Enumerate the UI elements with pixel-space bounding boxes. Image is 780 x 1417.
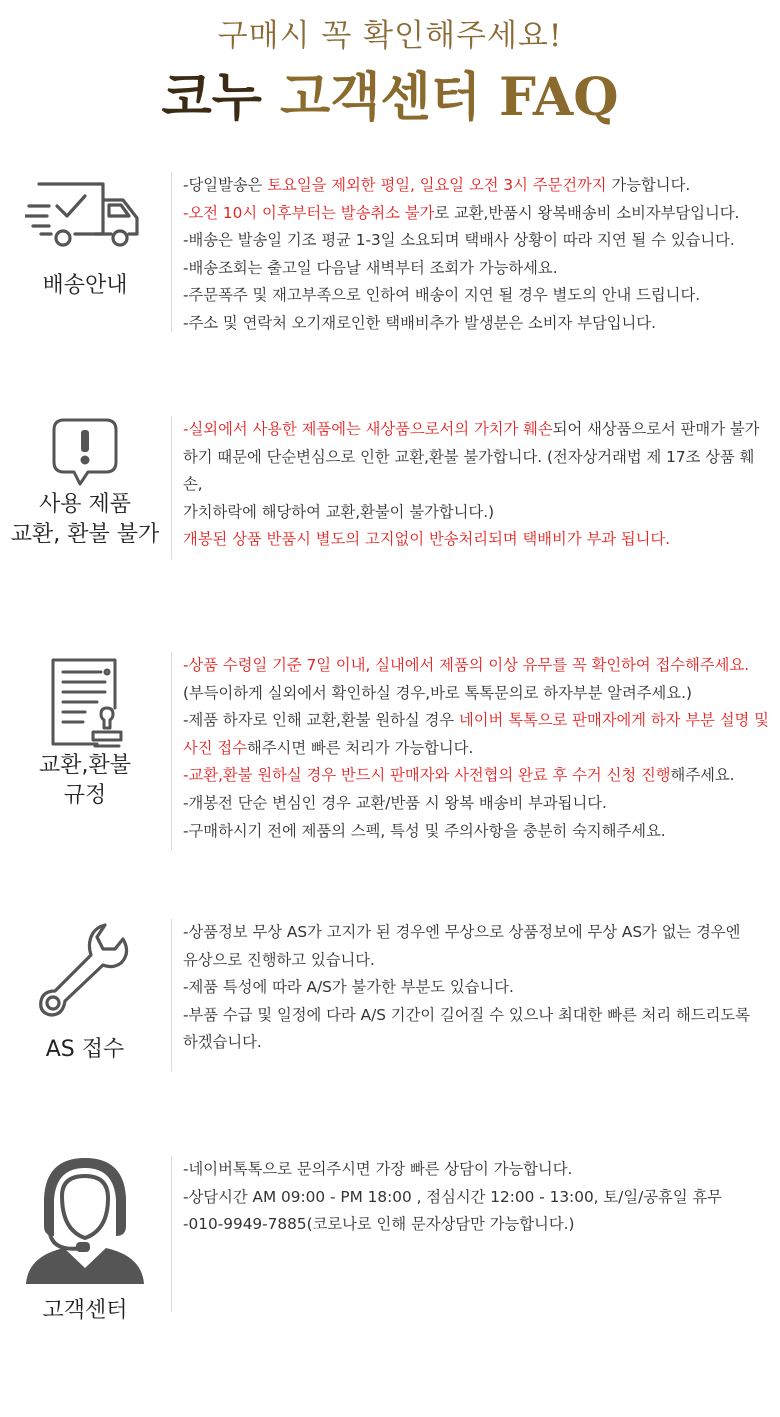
info-line [183,790,773,818]
info-line [183,282,773,310]
body-text: 하겠습니다. [183,1033,262,1052]
info-line [183,762,773,790]
headset-agent-icon [20,1156,150,1288]
info-line [183,1211,773,1239]
body-text: -부품 수급 및 일정에 다라 A/S 기간이 길어질 수 있으나 최대한 빠른 처리 해드리도록 [183,1005,750,1024]
section-text [183,652,773,845]
info-line [183,1184,773,1212]
info-line [183,652,773,680]
info-line [183,919,773,947]
info-line [183,680,773,708]
page-title [0,55,780,130]
info-line [183,1029,773,1057]
highlight-text: -오전 10시 이후부터는 발송취소 불가 [183,203,435,222]
info-line [183,227,773,255]
body-text: 로 교환,반품시 왕복배송비 소비자부담입니다. [434,203,740,222]
body-text: -상담시간 AM 09:00 - PM 18:00 , 점심시간 12:00 - 13:00, 토/일/공휴일 휴무 [183,1187,723,1206]
body-text: -당일발송은 [183,176,268,194]
body-text: 하기 때문에 단순변심으로 인한 교환,환불 불가합니다. (전자상거래법 제 17조 상품 훼손, [183,447,755,494]
body-text: -배송조회는 출고일 다음날 새벽부터 조회가 가능하세요. [183,258,558,277]
body-text: -상품정보 무상 AS가 고지가 된 경우엔 무상으로 상품정보에 무상 AS가 없는 경우엔 [183,923,741,941]
section-caption: 사용 제품 교환, 환불 불가 [10,492,160,547]
section-caption: 배송안내 [42,273,128,298]
body-text: -주소 및 연락처 오기재로인한 택배비추가 발생분은 소비자 부담입니다. [183,313,656,332]
info-line [183,499,773,527]
body-text: -개봉전 단순 변심인 경우 교환/반품 시 왕복 배송비 부과됩니다. [183,793,607,812]
section-text [183,172,773,338]
brand-name: 코누 [161,67,262,128]
divider [171,919,172,1071]
divider [171,652,172,850]
section-caption: AS 접수 [45,1037,125,1062]
info-line [183,416,773,444]
info-line [183,1002,773,1030]
body-text: -주문폭주 및 재고부족으로 인하여 배송이 지연 될 경우 별도의 안내 드립니다. [183,286,701,305]
section-caption: 교환,환불 규정 [38,753,131,808]
divider [171,416,172,559]
info-line [183,818,773,846]
section-text [183,416,773,554]
body-text: 유상으로 진행하고 있습니다. [183,950,375,969]
document-stamp-icon [45,656,125,751]
info-line [183,1156,773,1184]
info-line [183,310,773,338]
info-line [183,444,773,499]
body-text: -네이버톡톡으로 문의주시면 가장 빠른 상담이 가능합니다. [183,1160,573,1178]
highlight-text: -교환,환불 원하실 경우 반드시 판매자와 사전협의 완료 후 수거 신청 진행 [183,766,671,785]
highlight-text: -상품 수령일 기준 7일 이내, 실내에서 제품의 이상 유무를 꼭 확인하여 접수해주세요. [183,656,750,674]
highlight-text: 네이버 톡톡으로 판매자에게 하자 부분 설명 및 [459,711,769,730]
body-text: -구매하시기 전에 제품의 스펙, 특성 및 주의사항을 충분히 숙지해주세요. [183,821,666,840]
title-rest: 고객센터 FAQ [261,67,619,128]
delivery-truck-icon [25,172,145,257]
info-line [183,526,773,554]
highlight-text: 토요일을 제외한 평일, 일요일 오전 3시 주문건까지 [267,176,607,194]
info-line [183,974,773,1002]
body-text: -010-9949-7885(코로나로 인해 문자상담만 가능합니다.) [183,1215,575,1234]
body-text: 가치하락에 해당하여 교환,환불이 불가합니다.) [183,502,495,521]
info-line [183,707,773,735]
wrench-icon [35,919,135,1023]
info-line [183,172,773,200]
info-line [183,735,773,763]
highlight-text: -실외에서 사용한 제품에는 새상품으로서의 가치가 훼손 [183,420,553,438]
highlight-text: 개봉된 상품 반품시 별도의 고지없이 반송처리되며 택배비가 부과 됩니다. [183,530,671,549]
body-text: -제품 하자로 인해 교환,환불 원하실 경우 [183,711,459,730]
divider [171,1156,172,1312]
body-text: (부득이하게 실외에서 확인하실 경우,바로 톡톡문의로 하자부분 알려주세요.) [183,683,692,702]
body-text: 가능합니다. [606,176,691,194]
divider [171,172,172,332]
info-line [183,255,773,283]
page-subtitle: 구매시 꼭 확인해주세요! [217,18,563,54]
body-text: 해주시면 빠른 처리가 가능합니다. [246,738,474,757]
info-line [183,200,773,228]
section-text [183,919,773,1057]
body-text: 되어 새상품으로서 판매가 불가 [552,420,760,438]
section-caption: 고객센터 [42,1298,128,1323]
body-text: -배송은 발송일 기조 평균 1-3일 소요되며 택배사 상황이 따라 지연 될 수 있습니다. [183,231,735,250]
highlight-text: 사진 접수 [183,738,247,757]
body-text: 해주세요. [670,766,735,785]
warning-bubble-icon [50,416,120,488]
body-text: -제품 특성에 따라 A/S가 불가한 부분도 있습니다. [183,978,514,997]
section-text [183,1156,773,1239]
info-line [183,947,773,975]
